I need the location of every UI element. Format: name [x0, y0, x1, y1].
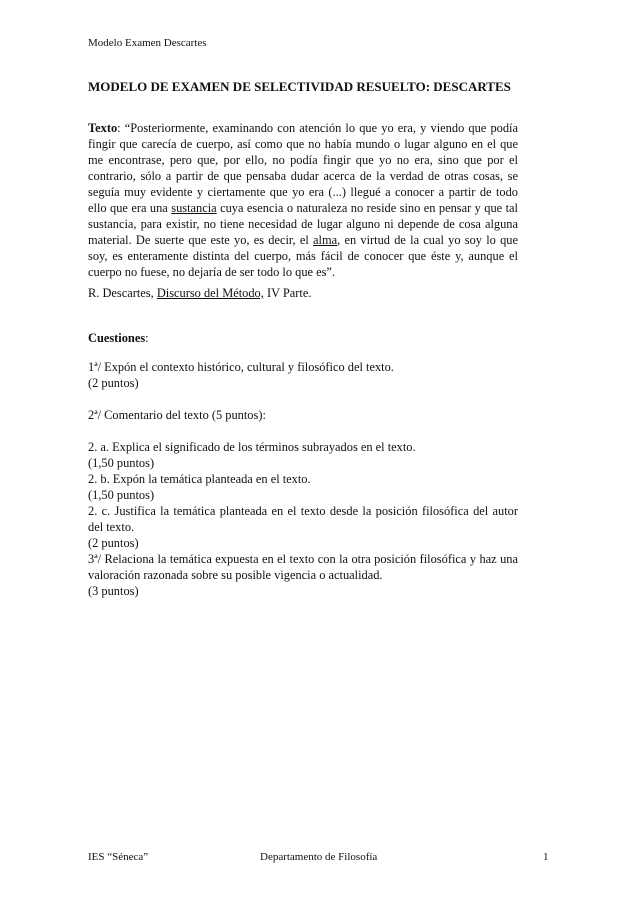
- text-label: Texto: [88, 121, 118, 135]
- questions-heading: [88, 331, 149, 346]
- reference-work: Discurso del Método,: [156, 286, 264, 300]
- footer-school: IES “Séneca”: [88, 851, 149, 863]
- question-2-text: 2ª/ Comentario del texto (5 puntos):: [88, 408, 266, 422]
- footer-department: Departamento de Filosofía: [260, 851, 378, 863]
- running-header: Modelo Examen Descartes: [88, 37, 207, 49]
- text-part-3: , en virtud de la cual yo soy lo que soy, es enteramente distinta del cuerpo, más fácil de conocer que éste y, aunque el cuerpo no fuese, no dejaría de ser todo lo que es”.: [88, 233, 518, 279]
- question-2: [88, 407, 518, 423]
- question-2c-points: (2 puntos): [88, 536, 139, 550]
- question-2b-points: (1,50 puntos): [88, 488, 155, 502]
- question-1-text: 1ª/ Expón el contexto histórico, cultural y filosófico del texto.: [88, 360, 394, 374]
- underlined-term-sustancia: sustancia: [171, 201, 217, 215]
- page-number: 1: [543, 851, 549, 863]
- reference-author: R. Descartes,: [88, 286, 157, 300]
- question-1-points: (2 puntos): [88, 376, 139, 390]
- source-reference: [88, 285, 311, 301]
- text-part-2: cuya esencia o naturaleza no reside sino en pensar y que tal sustancia, para existir, no tiene necesidad de lugar alguno ni depende de cosa alguna material. De suerte que este yo, es decir, el: [88, 201, 518, 247]
- underlined-term-alma: alma: [313, 233, 338, 247]
- question-2c-text: 2. c. Justifica la temática planteada en el texto desde la posición filosófica del autor del texto.: [88, 504, 518, 534]
- questions-heading-label: Cuestiones: [88, 331, 146, 345]
- text-label-separator: :: [117, 121, 125, 135]
- questions-heading-colon: :: [145, 331, 149, 345]
- question-3-points: (3 puntos): [88, 584, 139, 598]
- page-title: MODELO DE EXAMEN DE SELECTIVIDAD RESUELTO: DESCARTES: [88, 79, 511, 94]
- question-2b-text: 2. b. Expón la temática planteada en el texto.: [88, 472, 311, 486]
- text-part-1: “Posteriormente, examinando con atención lo que yo era, y viendo que podía fingir que carecía de cuerpo, así como que no había mundo o lugar alguno en el que me encontrase, pero que, por ello, no podía fingir que yo no era, sino que por el contrario, sólo a partir de que pensaba dudar acerca de la verdad de otras cosas, se seguía muy evidente y ciertamente que yo era (...) llegué a conocer a partir de todo ello que era una: [88, 121, 518, 215]
- question-2a-text: 2. a. Explica el significado de los términos subrayados en el texto.: [88, 440, 416, 454]
- question-2-parts: [88, 439, 518, 551]
- reference-part: IV Parte.: [263, 286, 312, 300]
- exam-text: [88, 120, 518, 280]
- question-1: [88, 359, 518, 391]
- question-3-text: 3ª/ Relaciona la temática expuesta en el texto con la otra posición filosófica y haz una valoración razonada sobre su posible vigencia o actualidad.: [88, 552, 518, 582]
- question-2a-points: (1,50 puntos): [88, 456, 155, 470]
- question-3: [88, 551, 518, 599]
